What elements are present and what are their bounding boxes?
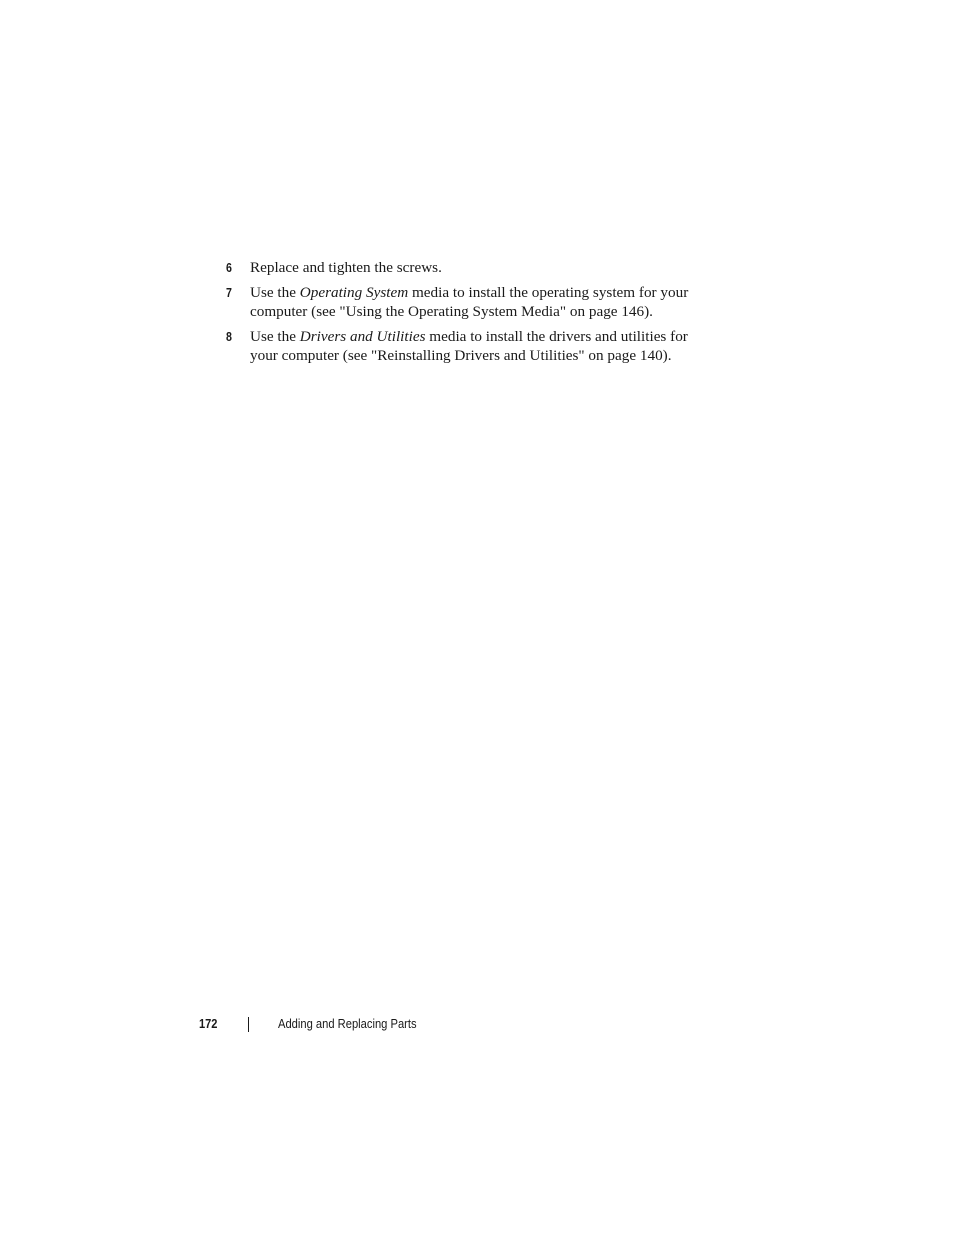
step-6 bbox=[226, 258, 706, 277]
footer-divider bbox=[248, 1017, 249, 1032]
step-number: 8 bbox=[226, 329, 232, 344]
media-name-emphasis: Drivers and Utilities bbox=[299, 328, 426, 345]
step-number: 6 bbox=[226, 260, 232, 275]
step-text: Use the Drivers and Utilities media to install the drivers and utilities for your computer (see "Reinstalling Drivers and Utilities" on page 140). bbox=[250, 328, 688, 364]
media-name-emphasis: Operating System bbox=[299, 284, 409, 301]
step-8 bbox=[226, 327, 706, 365]
page-number: 172 bbox=[199, 1016, 218, 1031]
procedure-steps bbox=[226, 258, 706, 371]
step-text: Use the Operating System media to install the operating system for your computer (see "Using the Operating System Media" on page 146). bbox=[250, 284, 689, 320]
step-7 bbox=[226, 283, 706, 321]
step-number: 7 bbox=[226, 285, 232, 300]
step-text: Replace and tighten the screws. bbox=[250, 259, 442, 276]
chapter-title: Adding and Replacing Parts bbox=[278, 1016, 417, 1031]
